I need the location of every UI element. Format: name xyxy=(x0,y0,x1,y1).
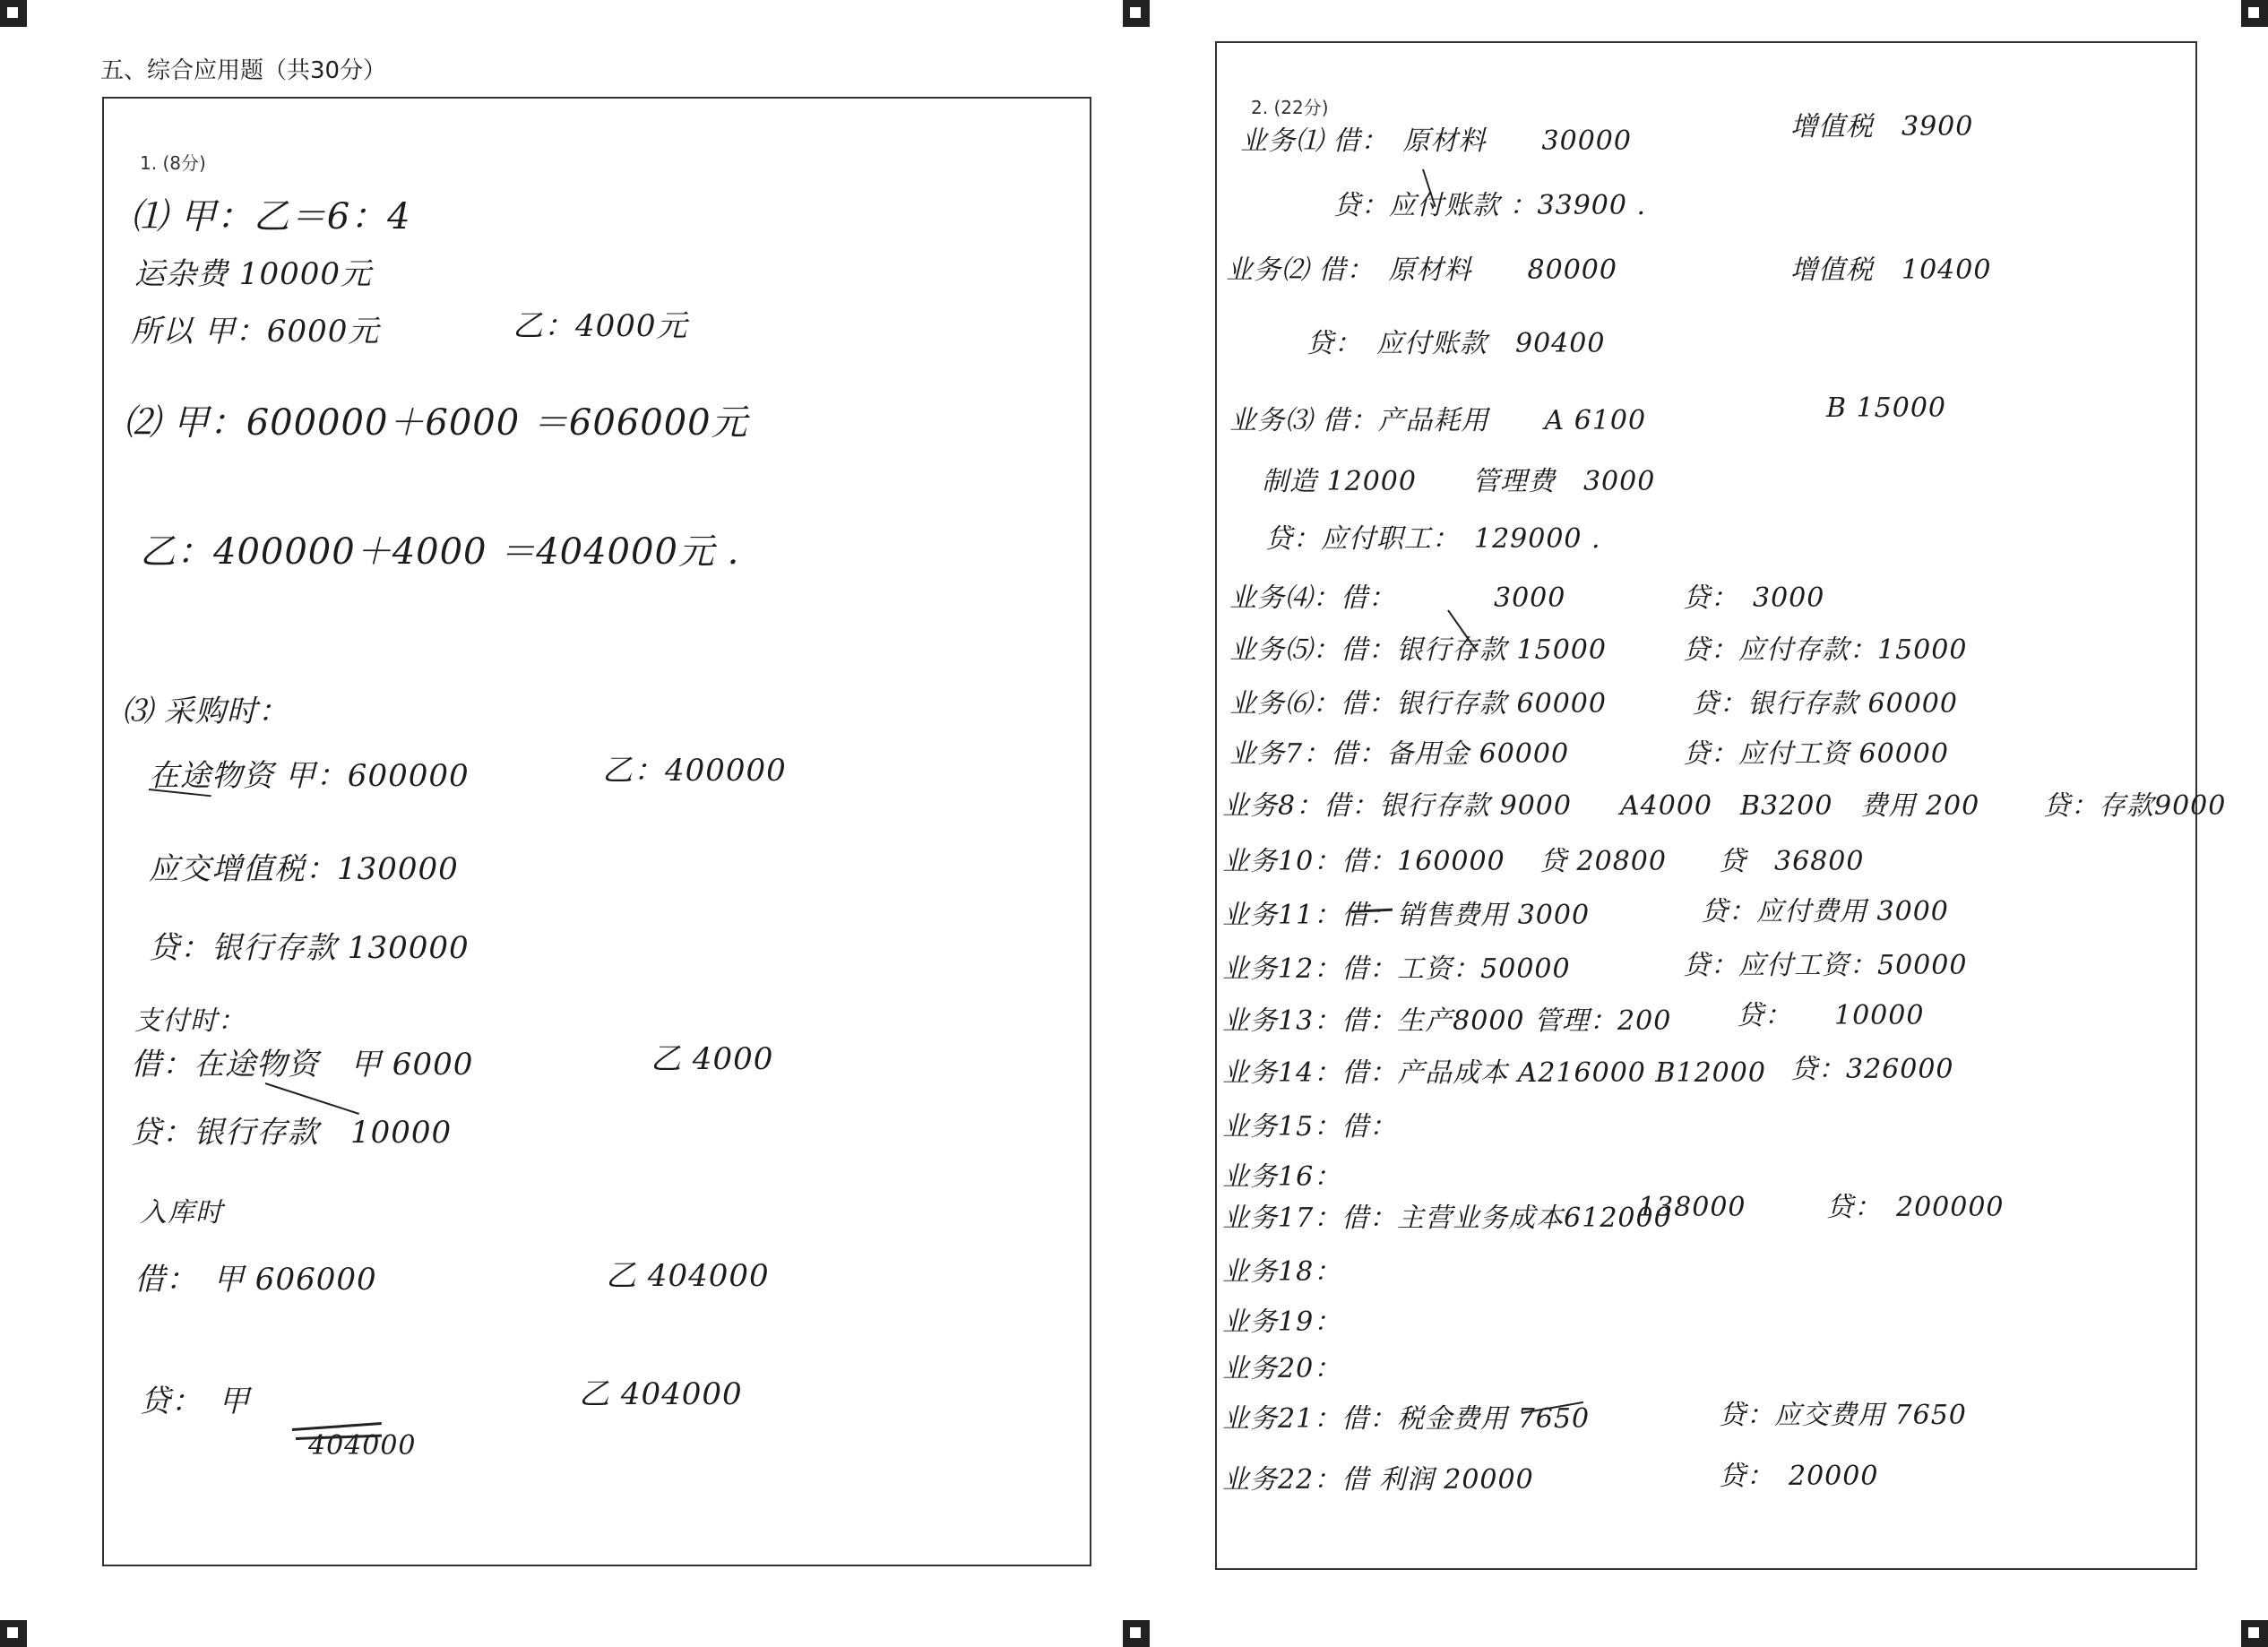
handwritten-line: A4000 B3200 费用 200 xyxy=(1620,790,1980,822)
handwritten-line: 404000 xyxy=(308,1430,417,1462)
handwritten-line: 支付时： xyxy=(134,1005,246,1037)
handwritten-line: 入库时 xyxy=(140,1197,223,1229)
handwritten-line: 业务⑸：借：银行存款 15000 xyxy=(1229,634,1607,666)
handwritten-line: 业务18： xyxy=(1222,1256,1342,1288)
handwritten-line: 应交增值税：130000 xyxy=(149,851,459,887)
handwritten-line: 业务22：借 利润 20000 xyxy=(1222,1464,1534,1496)
registration-marker-top-middle xyxy=(1123,0,1150,27)
handwritten-line: 贷：应付工资：50000 xyxy=(1683,950,1968,981)
registration-marker-top-left xyxy=(0,0,27,27)
handwritten-line: 贷：银行存款 10000 xyxy=(131,1115,453,1151)
handwritten-line: 业务⑶ 借：产品耗用 A 6100 xyxy=(1229,405,1647,436)
handwritten-line: 增值税 3900 xyxy=(1790,111,1974,142)
handwritten-line: B 15000 xyxy=(1826,392,1947,424)
registration-marker-top-right xyxy=(2241,0,2268,27)
handwritten-line: 业务13：借：生产8000 管理：200 xyxy=(1222,1005,1672,1037)
handwritten-line: ⑴ 甲：乙＝6：4 xyxy=(131,196,411,237)
handwritten-line: 贷：应付账款 ：33900 . xyxy=(1333,190,1647,221)
handwritten-line: 业务⑷：借： 3000 xyxy=(1229,582,1566,614)
handwritten-line: 贷 20800 xyxy=(1539,846,1667,877)
handwritten-line: 贷： 200000 xyxy=(1826,1192,2005,1223)
handwritten-line: 业务17：借：主营业务成本612000 xyxy=(1222,1203,1672,1234)
handwritten-line: 贷： 10000 xyxy=(1737,1000,1925,1031)
handwritten-line: 业务14：借：产品成本 A216000 B12000 xyxy=(1222,1057,1766,1089)
handwritten-line: 所以 甲：6000元 xyxy=(131,314,380,349)
handwritten-line: 贷：326000 xyxy=(1790,1054,1954,1085)
handwritten-line: 业务7：借：备用金 60000 xyxy=(1229,738,1570,770)
handwritten-line: 业务19： xyxy=(1222,1306,1342,1338)
handwritten-line: 乙 4000 xyxy=(651,1041,774,1077)
question-1-label: 1. (8分) xyxy=(140,152,206,174)
handwritten-line: 业务8：借：银行存款 9000 xyxy=(1222,790,1572,822)
handwritten-line: 贷： 3000 xyxy=(1683,582,1825,614)
handwritten-line: 贷：银行存款 130000 xyxy=(149,930,470,966)
handwritten-line: 贷：应付职工： 129000 . xyxy=(1265,523,1601,555)
handwritten-line: 贷：应付存款：15000 xyxy=(1683,634,1968,666)
handwritten-line: 业务10：借：160000 xyxy=(1222,846,1505,877)
handwritten-line: 业务15：借： xyxy=(1222,1111,1398,1143)
section-title: 五、综合应用题（共30分） xyxy=(100,57,387,84)
handwritten-line: 贷： 应付账款 90400 xyxy=(1306,328,1606,359)
handwritten-line: 贷： 20000 xyxy=(1719,1461,1879,1492)
handwritten-line: 增值税 10400 xyxy=(1790,254,1992,286)
registration-marker-bottom-left xyxy=(0,1620,27,1647)
handwritten-line: 业务⑵ 借： 原材料 80000 xyxy=(1226,254,1617,286)
handwritten-line: 业务16： xyxy=(1222,1161,1342,1193)
handwritten-line: 贷： 甲 xyxy=(140,1384,250,1419)
handwritten-line: 贷：应交费用 7650 xyxy=(1719,1400,1967,1431)
handwritten-line: 业务⑴ 借： 原材料 30000 xyxy=(1240,125,1632,157)
handwritten-line: 贷：应付工资 60000 xyxy=(1683,738,1949,770)
handwritten-line: 乙：400000 xyxy=(602,753,787,789)
handwritten-line: 借： 甲 606000 xyxy=(134,1262,377,1298)
question-2-label: 2. (22分) xyxy=(1251,97,1329,118)
answer-box-question-2 xyxy=(1215,41,2227,1570)
answer-box-question-1 xyxy=(102,97,1091,1566)
handwritten-line: 业务⑹：借：银行存款 60000 xyxy=(1229,688,1607,720)
handwritten-line: 业务20： xyxy=(1222,1353,1342,1384)
handwritten-line: 乙 404000 xyxy=(606,1258,770,1294)
registration-marker-bottom-right xyxy=(2241,1620,2268,1647)
handwritten-line: 贷：应付费用 3000 xyxy=(1701,896,1949,927)
handwritten-line: 乙：400000＋4000 ＝404000元 . xyxy=(140,531,740,573)
handwritten-line: ⑵ 甲：600000＋6000 ＝606000元 xyxy=(124,402,748,444)
handwritten-line: 贷：银行存款 60000 xyxy=(1692,688,1958,720)
handwritten-line: 制造 12000 管理费 3000 xyxy=(1262,466,1656,497)
handwritten-line: 业务12：借：工资：50000 xyxy=(1222,953,1571,985)
handwritten-line: 138000 xyxy=(1638,1192,1746,1223)
handwritten-line: 乙 404000 xyxy=(579,1376,743,1412)
handwritten-line: 乙：4000元 xyxy=(513,308,688,344)
handwritten-line: 业务11：借：销售费用 3000 xyxy=(1222,900,1591,931)
registration-marker-bottom-middle xyxy=(1123,1620,1150,1647)
handwritten-line: 借：在途物资 甲 6000 xyxy=(131,1047,474,1082)
handwritten-line: 运杂费 10000元 xyxy=(134,256,372,292)
handwritten-line: 业务21：借：税金费用 7650 xyxy=(1222,1403,1591,1435)
handwritten-line: 贷：存款9000 xyxy=(2043,790,2227,822)
handwritten-line: 在途物资 甲：600000 xyxy=(149,758,470,794)
handwritten-line: 贷 36800 xyxy=(1719,846,1865,877)
handwritten-line: ⑶ 采购时： xyxy=(122,694,289,729)
